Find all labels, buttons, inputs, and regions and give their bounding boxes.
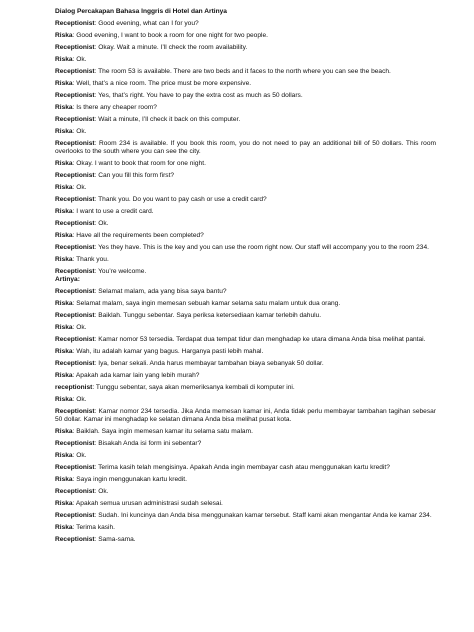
- dialog-line: [55, 160, 436, 168]
- dialog-text: : Well, that’s a nice room. The price must be more expensive.: [72, 80, 252, 87]
- dialog-text: : Baiklah. Saya ingin memesan kamar itu selama satu malam.: [72, 428, 253, 435]
- dialog-line: [55, 488, 436, 496]
- speaker-name: Receptionist: [55, 220, 95, 227]
- dialog-text: : Terima kasih telah mengisinya. Apakah Anda ingin membayar cash atau menggunakan kartu kredit?: [94, 464, 390, 471]
- dialog-text: : Ok.: [72, 56, 87, 63]
- dialog-text: : Selamat malam, ada yang bisa saya bantu?: [94, 288, 227, 295]
- dialog-text: : Iya, benar sekali. Anda harus membayar tambahan biaya sebanyak 50 dollar.: [94, 360, 324, 367]
- speaker-name: Riska: [55, 372, 73, 379]
- dialog-line: [55, 256, 436, 264]
- speaker-name: Riska: [55, 500, 73, 507]
- speaker-name: Receptionist: [55, 536, 95, 543]
- dialog-text: : Saya ingin menggunakan kartu kredit.: [72, 476, 187, 483]
- dialog-text: : Wah, itu adalah kamar yang bagus. Harganya pasti lebih mahal.: [72, 348, 264, 355]
- artinya-heading: Artinya:: [55, 276, 80, 283]
- dialog-text: : You’re welcome.: [94, 268, 147, 275]
- dialog-text: : Apakah ada kamar lain yang lebih murah?: [72, 372, 200, 379]
- indonesian-dialog: [55, 288, 436, 544]
- dialog-line: [55, 372, 436, 380]
- dialog-line: [55, 56, 436, 64]
- speaker-name: Riska: [55, 324, 73, 331]
- dialog-text: : Okay. I want to book that room for one night.: [72, 160, 206, 167]
- dialog-text: : I want to use a credit card.: [72, 208, 154, 215]
- dialog-line: [55, 208, 436, 216]
- speaker-name: Receptionist: [55, 288, 95, 295]
- dialog-line: [55, 92, 436, 100]
- speaker-name: Riska: [55, 104, 73, 111]
- dialog-text: : Sudah. Ini kuncinya dan Anda bisa menggunakan kamar tersebut. Staff kami akan mengantar Anda ke kamar 234.: [94, 512, 432, 519]
- speaker-name: Riska: [55, 208, 73, 215]
- dialog-text: : The room 53 is available. There are two beds and it faces to the north where you can see the beach.: [94, 68, 391, 75]
- speaker-name: Receptionist: [55, 68, 95, 75]
- speaker-name: Receptionist: [55, 336, 95, 343]
- dialog-text: : Ok.: [94, 220, 109, 227]
- dialog-text: : Ok.: [72, 396, 87, 403]
- dialog-line: [55, 184, 436, 192]
- speaker-name: Riska: [55, 348, 73, 355]
- dialog-line: [55, 348, 436, 356]
- dialog-text: : Is there any cheaper room?: [72, 104, 157, 111]
- speaker-name: Receptionist: [55, 20, 95, 27]
- speaker-name: Riska: [55, 32, 73, 39]
- dialog-line: [55, 104, 436, 112]
- dialog-text: : Selamat malam, saya ingin memesan sebuah kamar selama satu malam untuk dua orang.: [72, 300, 341, 307]
- speaker-name: Receptionist: [55, 440, 95, 447]
- dialog-line: [55, 68, 436, 76]
- dialog-line: [55, 440, 436, 448]
- speaker-name: Riska: [55, 396, 73, 403]
- speaker-name: Receptionist: [55, 196, 95, 203]
- dialog-text: : Bisakah Anda isi form ini sebentar?: [94, 440, 202, 447]
- dialog-line: [55, 536, 436, 544]
- dialog-line: [55, 80, 436, 88]
- document-title: Dialog Percakapan Bahasa Inggris di Hotel dan Artinya: [55, 8, 227, 15]
- speaker-name: Receptionist: [55, 244, 95, 251]
- speaker-name: Riska: [55, 256, 73, 263]
- dialog-line: [55, 116, 436, 124]
- dialog-line: [55, 288, 436, 296]
- dialog-text: : Ok.: [94, 488, 109, 495]
- dialog-line: [55, 428, 436, 436]
- dialog-text: : Good evening, what can I for you?: [94, 20, 199, 27]
- dialog-text: : Tunggu sebentar, saya akan memeriksanya kembali di komputer ini.: [92, 384, 295, 391]
- dialog-line: [55, 300, 436, 308]
- speaker-name: Riska: [55, 524, 73, 531]
- dialog-text: : Ok.: [72, 184, 87, 191]
- speaker-name: Riska: [55, 80, 73, 87]
- speaker-name: Receptionist: [55, 268, 95, 275]
- dialog-line: [55, 500, 436, 508]
- dialog-text: : Yes, that’s right. You have to pay the extra cost as much as 50 dollars.: [94, 92, 303, 99]
- speaker-name: Riska: [55, 184, 73, 191]
- dialog-line: [55, 476, 436, 484]
- speaker-name: Riska: [55, 476, 73, 483]
- dialog-text: : Apakah semua urusan administrasi sudah selesai.: [72, 500, 223, 507]
- speaker-name: Receptionist: [55, 360, 95, 367]
- dialog-text: : Ok.: [72, 128, 87, 135]
- speaker-name: Riska: [55, 128, 73, 135]
- dialog-text: : Have all the requirements been completed?: [72, 232, 204, 239]
- dialog-text: : Kamar nomor 53 tersedia. Terdapat dua tempat tidur dan menghadap ke utara dimana Anda bisa melihat pantai.: [94, 336, 426, 343]
- dialog-line: [55, 464, 436, 472]
- english-dialog: [55, 20, 436, 276]
- speaker-name: Riska: [55, 300, 73, 307]
- speaker-name: Riska: [55, 232, 73, 239]
- dialog-line: [55, 32, 436, 40]
- dialog-text: : Okay. Wait a minute. I’ll check the room availability.: [94, 44, 248, 51]
- dialog-line: [55, 324, 436, 332]
- speaker-name: Receptionist: [55, 140, 95, 147]
- dialog-line: [55, 196, 436, 204]
- dialog-line: [55, 512, 436, 520]
- dialog-line: [55, 268, 436, 276]
- speaker-name: Receptionist: [55, 172, 95, 179]
- dialog-text: : Can you fill this form first?: [94, 172, 175, 179]
- speaker-name: Receptionist: [55, 312, 95, 319]
- dialog-text: : Wait a minute, I’ll check it back on this computer.: [94, 116, 241, 123]
- dialog-line: [55, 232, 436, 240]
- dialog-line: [55, 244, 436, 252]
- dialog-line: [55, 44, 436, 52]
- dialog-line: [55, 140, 436, 156]
- dialog-line: [55, 360, 436, 368]
- speaker-name: Receptionist: [55, 488, 95, 495]
- dialog-text: : Thank you.: [72, 256, 109, 263]
- dialog-line: [55, 220, 436, 228]
- dialog-line: [55, 384, 436, 392]
- dialog-text: : Baiklah. Tunggu sebentar. Saya periksa ketersediaan kamar terlebih dahulu.: [94, 312, 322, 319]
- dialog-text: : Ok.: [72, 452, 87, 459]
- dialog-text: : Ok.: [72, 324, 87, 331]
- speaker-name: Receptionist: [55, 116, 95, 123]
- speaker-name: receptionist: [55, 384, 93, 391]
- dialog-text: : Thank you. Do you want to pay cash or use a credit card?: [94, 196, 267, 203]
- speaker-name: Receptionist: [55, 512, 95, 519]
- dialog-line: [55, 452, 436, 460]
- dialog-line: [55, 312, 436, 320]
- speaker-name: Receptionist: [55, 92, 95, 99]
- speaker-name: Receptionist: [55, 408, 95, 415]
- dialog-text: : Good evening, I want to book a room for one night for two people.: [72, 32, 268, 39]
- speaker-name: Receptionist: [55, 44, 95, 51]
- dialog-line: [55, 396, 436, 404]
- dialog-text: : Kamar nomor 234 tersedia. Jika Anda memesan kamar ini, Anda tidak perlu membayar tambahan tagihan sebesar 50 dollar. Kamar ini menghadap ke selatan dimana Anda bisa melihat pusat kota.: [55, 408, 436, 423]
- speaker-name: Receptionist: [55, 464, 95, 471]
- dialog-text: : Sama-sama.: [94, 536, 136, 543]
- speaker-name: Riska: [55, 160, 73, 167]
- dialog-text: : Room 234 is available. If you book this room, you do not need to pay an additional bill of 50 dollars. This room overlooks to the south where you can see the city.: [55, 140, 436, 155]
- speaker-name: Riska: [55, 452, 73, 459]
- dialog-line: [55, 336, 436, 344]
- dialog-line: [55, 408, 436, 424]
- speaker-name: Riska: [55, 56, 73, 63]
- speaker-name: Riska: [55, 428, 73, 435]
- dialog-text: : Yes they have. This is the key and you can use the room right now. Our staff will accompany you to the room 234.: [94, 244, 429, 251]
- dialog-line: [55, 524, 436, 532]
- dialog-text: : Terima kasih.: [72, 524, 115, 531]
- dialog-line: [55, 128, 436, 136]
- dialog-line: [55, 172, 436, 180]
- dialog-line: [55, 20, 436, 28]
